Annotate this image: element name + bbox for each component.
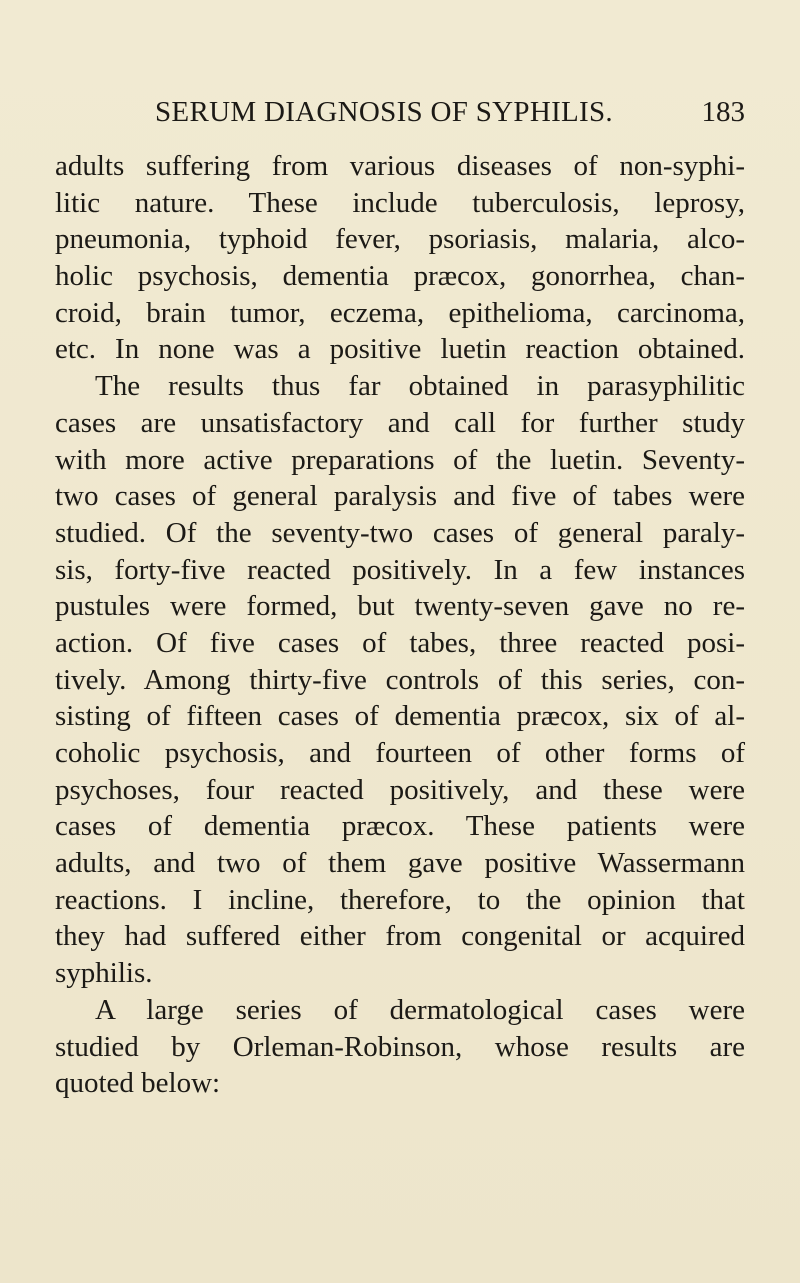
- text-line: two cases of general paralysis and five of tabes were: [55, 480, 745, 513]
- text-line: they had suffered either from congenital or acquired: [55, 920, 745, 953]
- page-number: 183: [701, 96, 745, 128]
- text-line: studied by Orleman-Robinson, whose results are: [55, 1030, 745, 1063]
- page-header: [0, 96, 800, 136]
- text-line: sisting of fifteen cases of dementia præcox, six of al-: [55, 700, 745, 733]
- text-line: with more active preparations of the luetin. Seventy-: [55, 443, 745, 476]
- text-line: litic nature. These include tuberculosis, leprosy,: [55, 186, 745, 219]
- paragraph-3: [55, 992, 745, 1102]
- paragraph-1: [55, 148, 745, 368]
- text-line: adults suffering from various diseases of non-syphi-: [55, 150, 745, 182]
- body-text: [55, 148, 745, 1102]
- text-line: holic psychosis, dementia præcox, gonorrhea, chan-: [55, 260, 745, 293]
- text-line: pustules were formed, but twenty-seven gave no re-: [55, 590, 745, 623]
- text-line: croid, brain tumor, eczema, epithelioma, carcinoma,: [55, 296, 745, 329]
- text-line: reactions. I incline, therefore, to the opinion that: [55, 883, 745, 916]
- text-line: action. Of five cases of tabes, three reacted posi-: [55, 626, 745, 659]
- text-line: psychoses, four reacted positively, and these were: [55, 773, 745, 806]
- text-line: sis, forty-five reacted positively. In a few instances: [55, 553, 745, 586]
- running-head: SERUM DIAGNOSIS OF SYPHILIS.: [155, 96, 613, 128]
- text-line: quoted below:: [55, 1067, 221, 1100]
- text-line: A large series of dermatological cases were: [95, 993, 745, 1026]
- text-line: cases are unsatisfactory and call for further study: [55, 406, 745, 439]
- text-line: pneumonia, typhoid fever, psoriasis, malaria, alco-: [55, 223, 745, 256]
- text-line: coholic psychosis, and fourteen of other forms of: [55, 737, 745, 769]
- text-line: etc. In none was a positive luetin reaction obtained.: [55, 333, 745, 366]
- text-line: studied. Of the seventy-two cases of general paraly-: [55, 516, 745, 549]
- paragraph-2: [55, 368, 745, 992]
- text-line: cases of dementia præcox. These patients were: [55, 810, 745, 843]
- text-line: syphilis.: [55, 957, 153, 990]
- text-line: tively. Among thirty-five controls of this series, con-: [55, 663, 745, 696]
- text-line: adults, and two of them gave positive Wassermann: [55, 847, 745, 880]
- text-line: The results thus far obtained in parasyphilitic: [95, 370, 745, 403]
